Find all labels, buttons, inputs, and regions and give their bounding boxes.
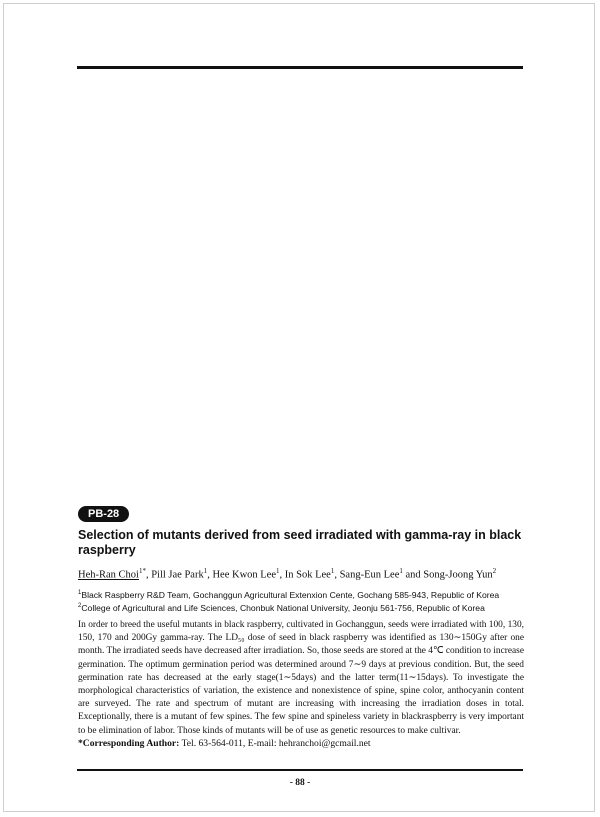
affiliation-text: College of Agricultural and Life Sciences, Chonbuk National University, Jeonju 561-756, Republic of Korea [81, 602, 485, 613]
author-list [78, 565, 524, 582]
author-affiliation-mark: 1 [203, 567, 208, 575]
author-affiliation-mark: 1 [399, 567, 403, 575]
author-name-first: Heh-Ran Choi [78, 569, 139, 581]
author-separator: , [334, 569, 340, 581]
page-number: - 88 - [289, 778, 311, 788]
author-name: Hee Kwon Lee [212, 569, 277, 581]
affiliation-mark: 2 [78, 602, 82, 609]
top-rule [77, 66, 523, 69]
poster-id-badge: PB-28 [78, 506, 129, 522]
author-name: Song-Joong Yun [423, 569, 493, 581]
affiliation-list [78, 588, 524, 614]
affiliation-text: Black Raspberry R&D Team, Gochanggun Agricultural Extenxion Cente, Gochang 585-943, Republic of Korea [81, 589, 500, 600]
corresponding-author [78, 737, 524, 750]
bottom-rule [77, 769, 523, 771]
author-separator: and [402, 569, 424, 581]
paper-title: Selection of mutants derived from seed irradiated with gamma-ray in black raspberry [78, 528, 522, 557]
author-name: Pill Jae Park [151, 569, 204, 581]
author-affiliation-mark: 1 [276, 567, 280, 575]
author-name: Sang-Eun Lee [339, 569, 400, 581]
corresponding-contact: Tel. 63-564-011, E-mail: hehranchoi@gcmail.net [179, 738, 371, 749]
author-affiliation-mark: 1* [138, 567, 146, 575]
affiliation-item [78, 588, 524, 601]
author-name: In Sok Lee [284, 569, 331, 581]
affiliation-mark: 1 [78, 590, 82, 596]
author-separator: , [145, 569, 152, 581]
corresponding-label: *Corresponding Author: [78, 738, 180, 749]
author-affiliation-mark: 1 [330, 567, 335, 575]
abstract-text: In order to breed the useful mutants in black raspberry, cultivated in Gochanggun, seeds were irradiated with 100, 130, 150, 170 and 200Gy gamma-ray. The LD₅₀ dose of seed in black raspberry was identified as 130∼150Gy after one month. The irradiated seeds have decreased after irradiation. So, those seeds are stored at the 4℃ condition to increase germination. The optimum germination period was determined around 7∼9 days at previous condition. But, the seed germination rate has decreased at the early stage(1∼5days) and the latter term(11∼15days). To investigate the morphological characteristics of variation, the existence and nonexistence of spine, spine color, anthocyanin content are surveyed. The rate and spectrum of mutant are increasing with increasing the irradiation doses in total. Exceptionally, there is a mutant of few spines. The few spine and spineless variety in blackraspberry is very important to be elimination of labor. Those kinds of mutants will be of use as genetic resources to make cultivar. [78, 620, 524, 736]
author-separator: , [279, 569, 285, 581]
author-affiliation-mark: 2 [492, 567, 497, 575]
affiliation-item [78, 601, 524, 614]
author-separator: , [207, 569, 213, 581]
